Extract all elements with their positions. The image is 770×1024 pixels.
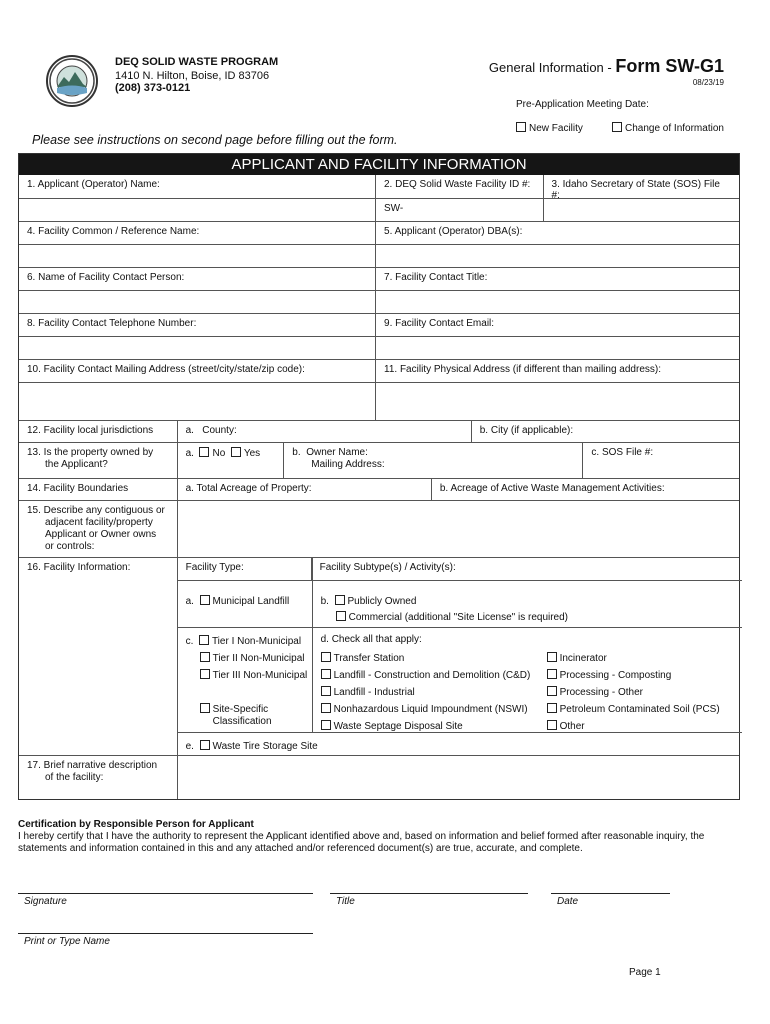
- signature-label: Signature: [24, 896, 67, 907]
- sos-file-field[interactable]: [543, 199, 739, 221]
- print-name-line[interactable]: [18, 933, 313, 934]
- owner-sos-field[interactable]: c. SOS File #:: [582, 443, 739, 478]
- page-number: Page 1: [629, 967, 661, 978]
- facility-subtype-header: Facility Subtype(s) / Activity(s):: [319, 562, 456, 573]
- municipal-landfill-checkbox[interactable]: [200, 595, 210, 605]
- contact-title-label: 7. Facility Contact Title:: [375, 268, 739, 290]
- section-title: APPLICANT AND FACILITY INFORMATION: [19, 154, 739, 175]
- county-letter: a.: [185, 425, 194, 436]
- industrial-landfill-label: Landfill - Industrial: [333, 687, 415, 698]
- publicly-owned-option[interactable]: [321, 595, 417, 607]
- d-left-item[interactable]: [321, 667, 531, 684]
- physical-address-field[interactable]: [375, 383, 739, 420]
- municipal-landfill-label: Municipal Landfill: [212, 596, 290, 607]
- contact-title-field[interactable]: [375, 291, 739, 313]
- contiguous-line2: adjacent facility/property: [45, 517, 153, 528]
- septage-label: Waste Septage Disposal Site: [333, 721, 463, 732]
- commercial-label: Commercial (additional "Site License" is required): [348, 612, 569, 623]
- composting-label: Processing - Composting: [559, 670, 672, 681]
- mailing-address-field[interactable]: [19, 383, 375, 420]
- transfer-station-label: Transfer Station: [333, 653, 405, 664]
- nswi-label: Nonhazardous Liquid Impoundment (NSWI): [333, 704, 528, 715]
- d-right-item[interactable]: [547, 667, 720, 684]
- narrative-line1: 17. Brief narrative description: [27, 760, 158, 771]
- owner-info-field[interactable]: [283, 443, 582, 478]
- contiguous-line3: Applicant or Owner owns: [45, 529, 157, 540]
- deq-seal-logo: [46, 55, 98, 107]
- type-e-letter: e.: [185, 741, 194, 752]
- facility-name-label: 4. Facility Common / Reference Name:: [27, 226, 200, 237]
- form-prefix: General Information -: [488, 60, 616, 75]
- active-acreage-field[interactable]: b. Acreage of Active Waste Management Activities:: [431, 479, 739, 500]
- form-title: [489, 56, 724, 77]
- waste-tire-label: Waste Tire Storage Site: [212, 741, 318, 752]
- facility-id-label: 2. DEQ Solid Waste Facility ID #:: [375, 175, 543, 198]
- narrative-label: [19, 756, 177, 799]
- owned-no-checkbox[interactable]: [199, 447, 209, 457]
- property-owned-options: [177, 443, 284, 478]
- program-phone: (208) 373-0121: [115, 82, 191, 94]
- owned-no-label: No: [212, 448, 226, 459]
- sos-file-label: 3. Idaho Secretary of State (SOS) File #:: [543, 175, 739, 198]
- date-line[interactable]: [551, 893, 670, 894]
- contact-phone-label: 8. Facility Contact Telephone Number:: [27, 318, 197, 329]
- municipal-landfill-option[interactable]: [186, 595, 290, 607]
- new-facility-checkbox[interactable]: [516, 122, 526, 132]
- check-all-header: d. Check all that apply:: [320, 634, 422, 645]
- form-id: Form SW-G1: [615, 56, 724, 76]
- contact-phone-field[interactable]: [19, 337, 375, 359]
- facility-info-label: 16. Facility Information:: [27, 562, 131, 573]
- contiguous-label: [19, 501, 177, 557]
- contact-email-field[interactable]: [375, 337, 739, 359]
- program-name: DEQ SOLID WASTE PROGRAM: [115, 56, 279, 68]
- applicant-name-label: 1. Applicant (Operator) Name:: [27, 179, 160, 190]
- pcs-label: Petroleum Contaminated Soil (PCS): [559, 704, 720, 715]
- checkbox[interactable]: [321, 669, 331, 679]
- new-facility-label: New Facility: [529, 123, 583, 134]
- tier1-option[interactable]: [186, 635, 301, 647]
- tier1-label: Tier I Non-Municipal: [211, 636, 302, 647]
- certification-title: Certification by Responsible Person for Applicant: [18, 819, 254, 830]
- certification-text-1: I hereby certify that I have the authority to represent the Applicant identified above and, based on information and belief formed after reasonable inquiry, the: [18, 831, 705, 842]
- publicly-owned-label: Publicly Owned: [347, 596, 417, 607]
- tier3-checkbox[interactable]: [200, 669, 210, 679]
- title-line[interactable]: [330, 893, 528, 894]
- type-b-letter: b.: [320, 596, 329, 607]
- applicant-facility-form: [18, 153, 740, 800]
- county-label: County:: [202, 425, 237, 436]
- applicant-name-field[interactable]: [19, 199, 375, 221]
- d-left-list: [321, 650, 531, 735]
- property-owned-label: [19, 443, 177, 478]
- property-owned-line2: the Applicant?: [45, 459, 108, 470]
- contact-email-label: 9. Facility Contact Email:: [375, 314, 739, 336]
- site-specific-checkbox[interactable]: [200, 703, 210, 713]
- waste-tire-option[interactable]: [186, 740, 318, 752]
- other-label: Other: [559, 721, 585, 732]
- d-right-item[interactable]: [547, 701, 720, 718]
- commercial-option[interactable]: [336, 611, 568, 623]
- cd-landfill-label: Landfill - Construction and Demolition (C&D): [333, 670, 531, 681]
- title-label: Title: [336, 896, 355, 907]
- tier2-checkbox[interactable]: [200, 652, 210, 662]
- d-left-item[interactable]: [321, 650, 531, 667]
- checkbox[interactable]: [547, 703, 557, 713]
- dba-label: 5. Applicant (Operator) DBA(s):: [375, 222, 739, 244]
- type-c-letter: c.: [185, 636, 194, 647]
- tier2-option[interactable]: [200, 652, 305, 664]
- incinerator-label: Incinerator: [559, 653, 607, 664]
- owner-name-label: Owner Name:: [306, 447, 368, 458]
- checkbox[interactable]: [321, 720, 331, 730]
- date-label: Date: [557, 896, 579, 907]
- site-specific-option[interactable]: [200, 703, 272, 728]
- d-right-item[interactable]: [547, 684, 720, 701]
- program-address: 1410 N. Hilton, Boise, ID 83706: [115, 70, 270, 82]
- checkbox[interactable]: [547, 720, 557, 730]
- total-acreage-field[interactable]: a. Total Acreage of Property:: [177, 479, 431, 500]
- d-right-item[interactable]: [547, 650, 720, 667]
- waste-tire-checkbox[interactable]: [200, 740, 210, 750]
- tier1-checkbox[interactable]: [199, 635, 209, 645]
- publicly-owned-checkbox[interactable]: [335, 595, 345, 605]
- processing-other-label: Processing - Other: [559, 687, 643, 698]
- facility-name-field[interactable]: [19, 245, 375, 267]
- meeting-date-label: Pre-Application Meeting Date:: [516, 99, 649, 110]
- change-info-option[interactable]: [612, 122, 724, 134]
- change-info-label: Change of Information: [625, 123, 724, 134]
- city-field[interactable]: b. City (if applicable):: [471, 421, 739, 442]
- checkbox[interactable]: [321, 652, 331, 662]
- owner-letter: b.: [292, 447, 301, 458]
- instructions-note: Please see instructions on second page before filling out the form.: [32, 133, 398, 147]
- owner-mailing-label: Mailing Address:: [311, 459, 385, 470]
- d-left-item[interactable]: [321, 684, 531, 701]
- checkbox[interactable]: [321, 686, 331, 696]
- site-specific-label-2: Classification: [212, 716, 272, 727]
- checkbox[interactable]: [321, 703, 331, 713]
- dba-field[interactable]: [375, 245, 739, 267]
- site-specific-label: Site-Specific: [212, 704, 269, 715]
- certification-text-2: statements and information contained in this and any attached and/or referenced document(s) are true, accurate, and complete.: [18, 843, 583, 854]
- type-a-letter: a.: [185, 596, 194, 607]
- tier3-label: Tier III Non-Municipal: [212, 670, 308, 681]
- form-date: 08/23/19: [692, 78, 724, 87]
- checkbox[interactable]: [547, 686, 557, 696]
- jurisdictions-label: 12. Facility local jurisdictions: [27, 425, 154, 436]
- facility-type-header: Facility Type:: [178, 558, 312, 580]
- owned-yes-checkbox[interactable]: [231, 447, 241, 457]
- option-a-letter: a.: [185, 448, 194, 459]
- contact-person-label: 6. Name of Facility Contact Person:: [27, 272, 185, 283]
- commercial-checkbox[interactable]: [336, 611, 346, 621]
- narrative-field[interactable]: [177, 756, 739, 799]
- print-name-label: Print or Type Name: [24, 936, 110, 947]
- county-field[interactable]: [177, 421, 471, 442]
- tier3-option[interactable]: [200, 669, 308, 681]
- narrative-line2: of the facility:: [45, 772, 104, 783]
- d-left-item[interactable]: [321, 701, 531, 718]
- facility-info-block: [177, 558, 739, 755]
- contiguous-line1: 15. Describe any contiguous or: [27, 505, 165, 516]
- contact-person-field[interactable]: [19, 291, 375, 313]
- contiguous-field[interactable]: [177, 501, 739, 557]
- mailing-address-label: 10. Facility Contact Mailing Address (street/city/state/zip code):: [27, 364, 305, 375]
- change-info-checkbox[interactable]: [612, 122, 622, 132]
- physical-address-label: 11. Facility Physical Address (if different than mailing address):: [375, 360, 739, 382]
- tier2-label: Tier II Non-Municipal: [212, 653, 305, 664]
- signature-line[interactable]: [18, 893, 313, 894]
- boundaries-label: 14. Facility Boundaries: [27, 483, 129, 494]
- facility-id-field[interactable]: SW-: [375, 199, 543, 221]
- contiguous-line4: or controls:: [45, 541, 95, 552]
- checkbox[interactable]: [547, 669, 557, 679]
- property-owned-line1: 13. Is the property owned by: [27, 447, 154, 458]
- d-right-list: [547, 650, 720, 735]
- new-facility-option[interactable]: [516, 122, 583, 134]
- owned-yes-label: Yes: [243, 448, 261, 459]
- checkbox[interactable]: [547, 652, 557, 662]
